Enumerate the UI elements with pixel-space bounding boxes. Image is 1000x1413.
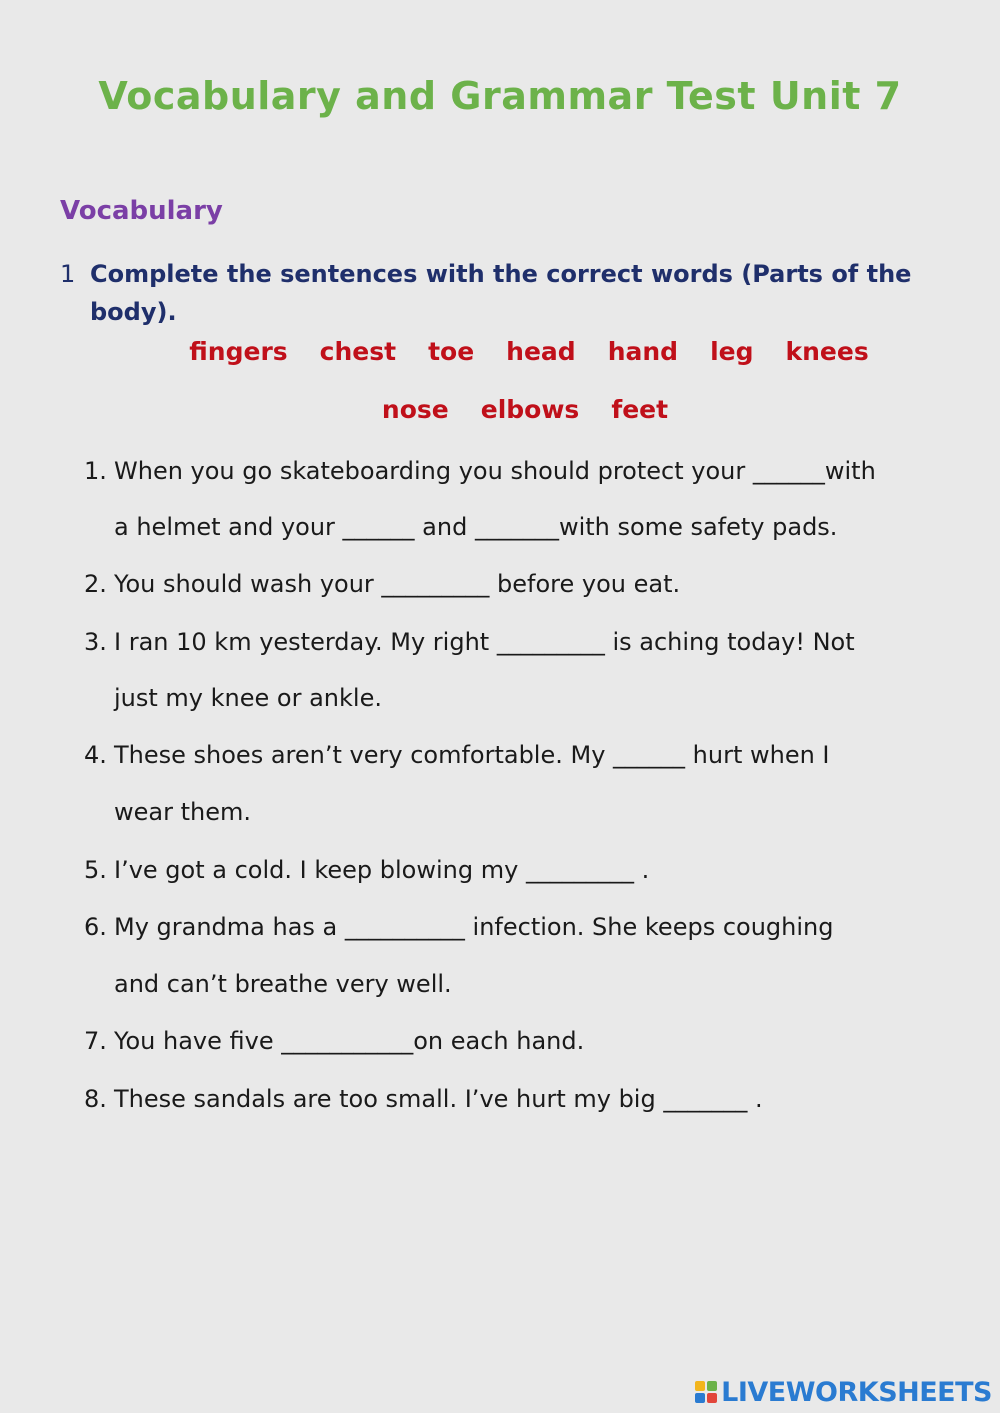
question-text: My grandma has a __________ infection. She keeps coughing <box>114 913 834 941</box>
question-text: These shoes aren’t very comfortable. My ______ hurt when I <box>114 741 830 769</box>
word-bank-item: head <box>506 337 576 366</box>
word-bank-item: toe <box>428 337 475 366</box>
question-text: You have five ___________on each hand. <box>114 1027 585 1055</box>
question-text-continued: just my knee or ankle. <box>114 684 382 712</box>
liveworksheets-logo <box>695 1377 992 1407</box>
word-bank-item: elbows <box>480 395 580 424</box>
word-bank-item: nose <box>381 395 449 424</box>
question-number: 6. <box>84 913 107 941</box>
word-bank-row <box>0 337 1000 366</box>
word-bank-item: fingers <box>189 337 288 366</box>
instruction-text: Complete the sentences with the correct words (Parts of the body). <box>90 260 912 326</box>
word-bank-item: leg <box>710 337 754 366</box>
question-text-continued: wear them. <box>114 798 251 826</box>
question-text: These sandals are too small. I’ve hurt my big _______ . <box>114 1085 763 1113</box>
question-text: I ran 10 km yesterday. My right _________ is aching today! Not <box>114 628 855 656</box>
liveworksheets-logo-icon <box>695 1381 717 1403</box>
question-text: When you go skateboarding you should protect your ______with <box>114 457 876 485</box>
section-heading: Vocabulary <box>60 196 223 226</box>
logo-text: LIVEWORKSHEETS <box>721 1376 992 1408</box>
question-number: 1. <box>84 457 107 485</box>
question-number: 2. <box>84 570 107 598</box>
question-text: You should wash your _________ before you eat. <box>114 570 681 598</box>
page-title: Vocabulary and Grammar Test Unit 7 <box>98 74 902 118</box>
instruction-number: 1 <box>60 260 76 288</box>
question-number: 7. <box>84 1027 107 1055</box>
question-number: 5. <box>84 856 107 884</box>
instruction <box>60 255 920 331</box>
question-text: I’ve got a cold. I keep blowing my _________ . <box>114 856 650 884</box>
question-text-continued: a helmet and your ______ and _______with some safety pads. <box>114 513 838 541</box>
word-bank-row <box>0 395 1000 424</box>
question-text-continued: and can’t breathe very well. <box>114 970 452 998</box>
word-bank-item: chest <box>319 337 397 366</box>
question-number: 3. <box>84 628 107 656</box>
word-bank-item: knees <box>785 337 869 366</box>
word-bank-item: hand <box>607 337 679 366</box>
question-number: 8. <box>84 1085 107 1113</box>
question-number: 4. <box>84 741 107 769</box>
word-bank-item: feet <box>611 395 669 424</box>
